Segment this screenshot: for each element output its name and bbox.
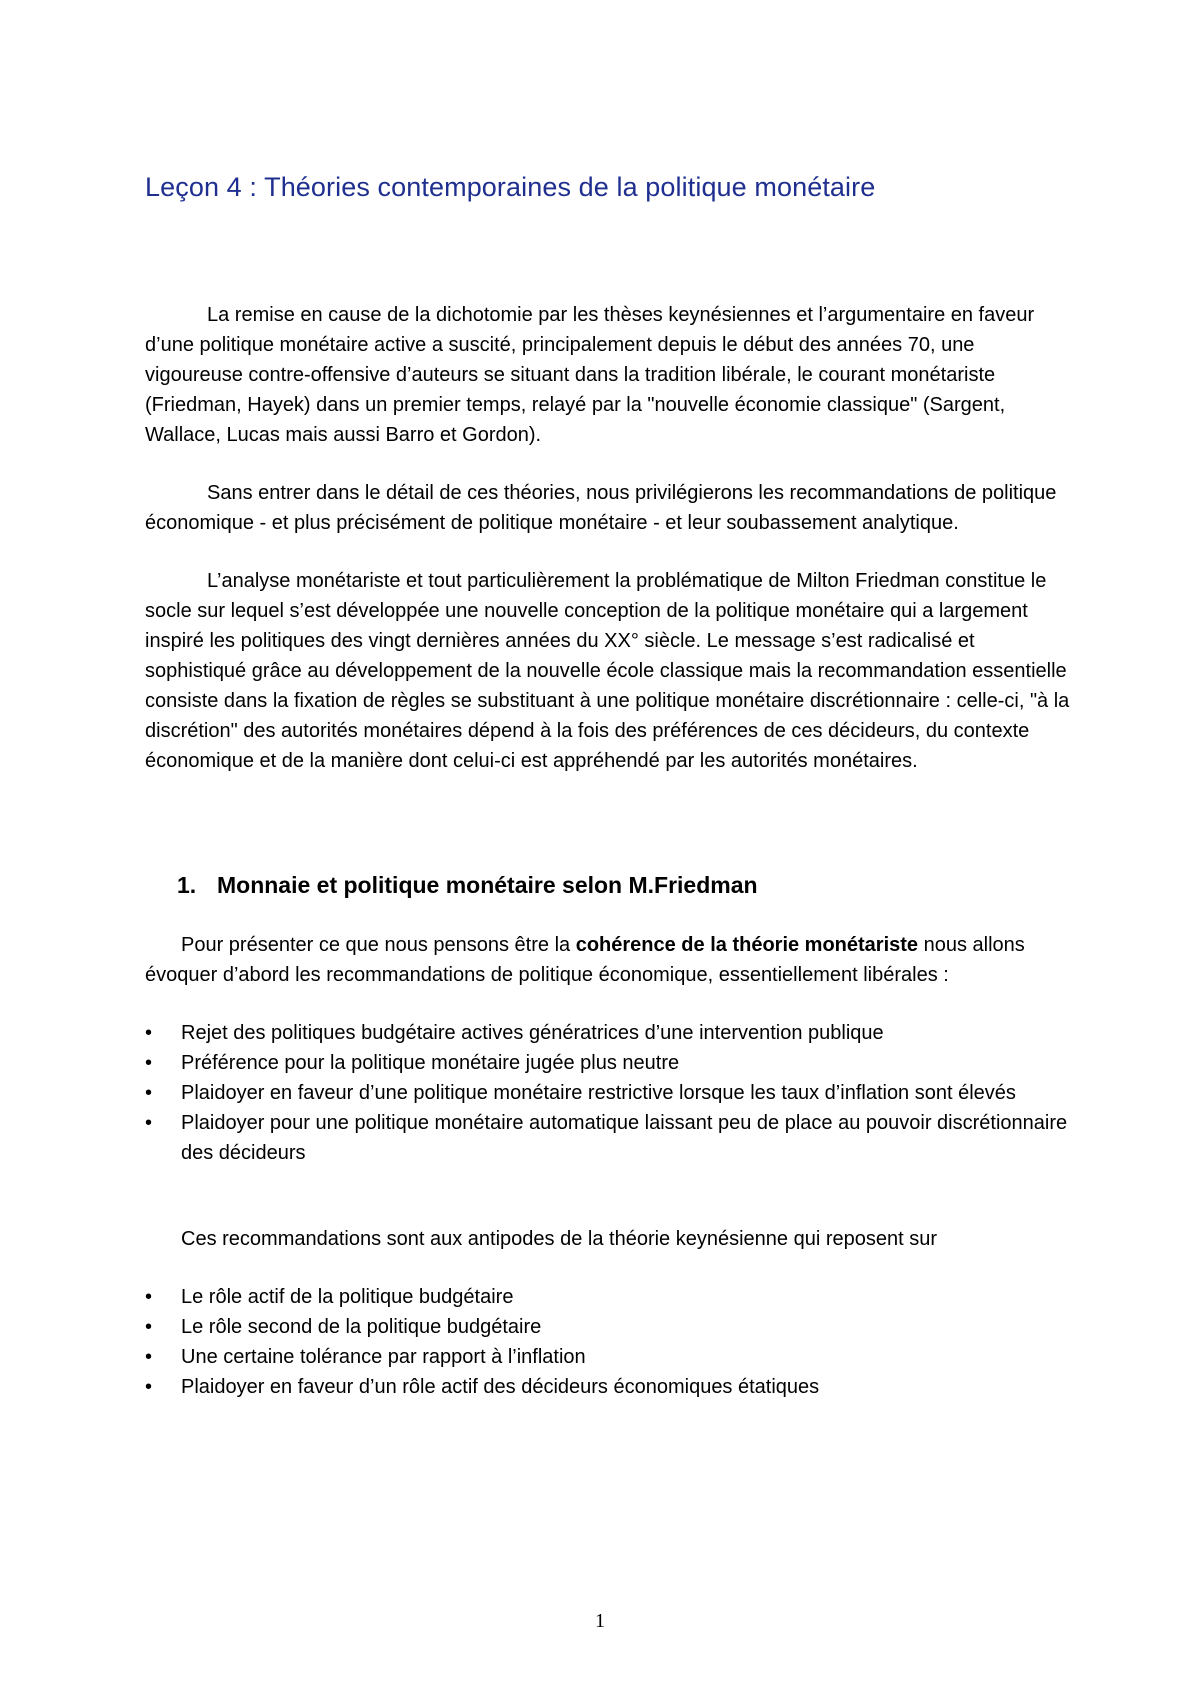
bullet-icon: • (145, 1052, 153, 1074)
lesson-title: Leçon 4 : Théories contemporaines de la politique monétaire (145, 172, 876, 202)
intro-paragraph-3: L’analyse monétariste et tout particulièrement la problématique de Milton Friedman constitue le socle sur lequel s’est développée une nouvelle conception de la politique monétaire qui a largement inspiré les politiques des vingt dernières années du XX° siècle. Le message s’est radicalisé et sophistiqué grâce au développement de la nouvelle école classique mais la recommandation essentielle consiste dans la fixation de règles se substituant à une politique monétaire discrétionnaire : celle-ci, "à la discrétion" des autorités monétaires dépend à la fois des préférences de ces décideurs, du contexte économique et de la manière dont celui-ci est appréhendé par les autorités monétaires. (145, 570, 1070, 772)
list-item-text: Plaidoyer en faveur d’une politique monétaire restrictive lorsque les taux d’inflation sont élevés (181, 1082, 1016, 1104)
bullet-icon: • (145, 1346, 153, 1368)
section-1-intro-end: nous allons évoquer d’abord les recommandations de politique économique, essentiellement libérales : (145, 934, 1025, 986)
section-1-intro (145, 930, 1075, 990)
list-item (145, 1108, 1075, 1168)
list-item-text: Une certaine tolérance par rapport à l’inflation (181, 1346, 586, 1368)
page-content (145, 170, 1075, 1402)
bullet-icon: • (145, 1112, 153, 1134)
list-item-text: Plaidoyer en faveur d’un rôle actif des décideurs économiques étatiques (181, 1376, 820, 1398)
intro-paragraph-1: La remise en cause de la dichotomie par les thèses keynésiennes et l’argumentaire en faveur d’une politique monétaire active a suscité, principalement depuis le début des années 70, une vigoureuse contre-offensive d’auteurs se situant dans la tradition libérale, le courant monétariste (Friedman, Hayek) dans un premier temps, relayé par la "nouvelle économie classique" (Sargent, Wallace, Lucas mais aussi Barro et Gordon). (145, 304, 1035, 446)
list-item (145, 1048, 1075, 1078)
page-number: 1 (595, 1610, 605, 1632)
section-1-number: 1. (177, 872, 197, 898)
section-1-title: Monnaie et politique monétaire selon M.Friedman (217, 872, 758, 898)
list-item (145, 1078, 1075, 1108)
list-item-text: Préférence pour la politique monétaire jugée plus neutre (181, 1052, 680, 1074)
intro-paragraph-2: Sans entrer dans le détail de ces théories, nous privilégierons les recommandations de politique économique - et plus précisément de politique monétaire - et leur soubassement analytique. (145, 482, 1057, 534)
bullet-icon: • (145, 1286, 153, 1308)
keynes-list (145, 1282, 1075, 1402)
bullet-icon: • (145, 1376, 153, 1398)
bullet-icon: • (145, 1022, 153, 1044)
section-1-intro-start: Pour présenter ce que nous pensons être la (181, 934, 576, 956)
list-item-text: Plaidoyer pour une politique monétaire automatique laissant peu de place au pouvoir discrétionnaire des décideurs (181, 1112, 1068, 1164)
list-item (145, 1342, 1075, 1372)
bullet-icon: • (145, 1316, 153, 1338)
keynes-intro: Ces recommandations sont aux antipodes de la théorie keynésienne qui reposent sur (181, 1228, 938, 1250)
list-item-text: Le rôle second de la politique budgétaire (181, 1316, 542, 1338)
list-item (145, 1018, 1075, 1048)
bullet-icon: • (145, 1082, 153, 1104)
friedman-recommendations-list (145, 1018, 1075, 1168)
list-item (145, 1282, 1075, 1312)
list-item-text: Rejet des politiques budgétaire actives génératrices d’une intervention publique (181, 1022, 884, 1044)
list-item (145, 1372, 1075, 1402)
intro-section (145, 300, 1075, 776)
section-1-intro-bold: cohérence de la théorie monétariste (575, 934, 919, 956)
section-1-heading (177, 870, 1075, 900)
list-item (145, 1312, 1075, 1342)
list-item-text: Le rôle actif de la politique budgétaire (181, 1286, 514, 1308)
